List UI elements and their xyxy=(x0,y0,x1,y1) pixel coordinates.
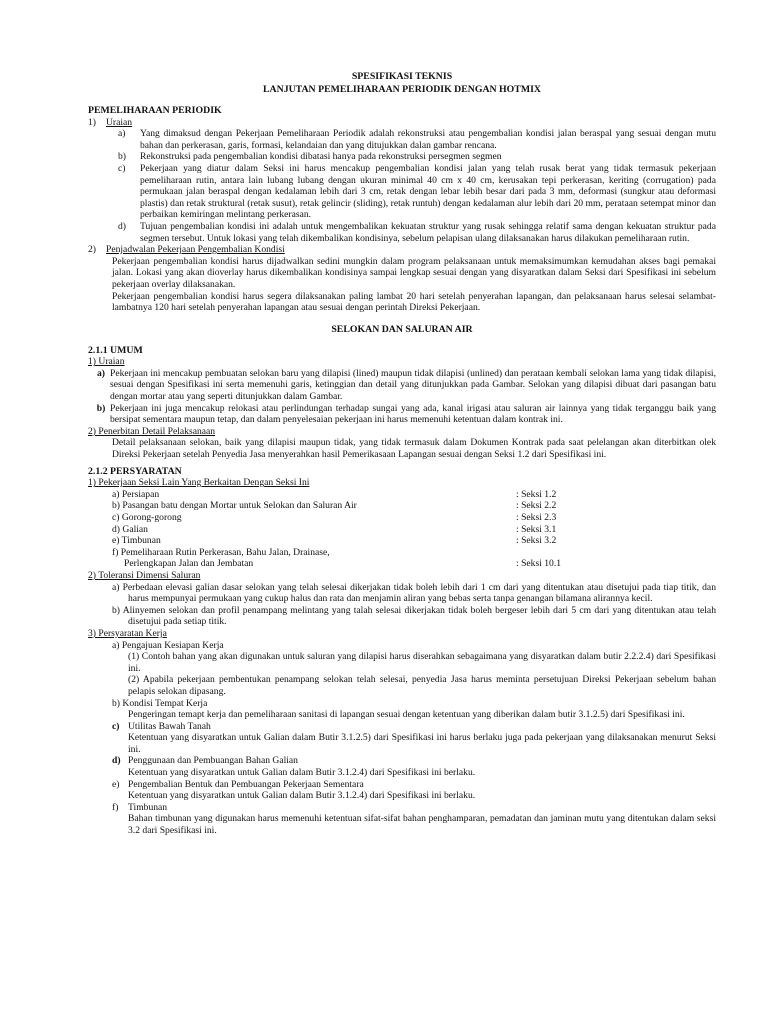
paragraph: Detail pelaksanaan selokan, baik yang dilapisi maupun tidak, yang tidak termasuk dalam Dokumen Kontrak pada saat pelelangan akan diterbitkan olek Direksi Pekerjaan setelah Penyedia Jasa menyerahkan hasil Pemerikasaan Lapangan sesuai dengan Seksi 1.2 dari Spesifikasi ini. xyxy=(112,437,716,461)
subsection-penjadwalan: 2) Penjadwalan Pekerjaan Pengembalian Kondisi xyxy=(88,244,285,256)
paragraph: Ketentuan yang disyaratkan untuk Galian dalam Butir 3.1.2.4) dari Spesifikasi ini berlaku. xyxy=(128,790,476,802)
list-item: b) Pekerjaan ini juga mencakup relokasi atau perlindungan terhadap sungai yang ada, kanal irigasi atau saluran air lainnya yang tidak terganggu baik yang bersipat sementara maupun tetap, dan dalam penyelesaian pekerjaan ini harus memenuhi ketentuan dalam kontrak ini. xyxy=(96,402,716,426)
paragraph: Pekerjaan pengembalian kondisi harus segera dilaksanakan paling lambat 20 hari setelah penyerahan lapangan, dan pelaksanaan harus selesai selambat-lambatnya 120 hari setelah penyerahan lapangan atau sesuai dengan perintah Direksi Pekerjaan. xyxy=(112,290,716,314)
doc-subtitle: LANJUTAN PEMELIHARAAN PERIODIK DENGAN HOTMIX xyxy=(263,84,541,95)
item-label: e) Pengembalian Bentuk dan Pembuangan Pekerjaan Sementara xyxy=(112,778,364,790)
paragraph: (1) Contoh bahan yang akan digunakan untuk saluran yang dilapisi harus diserahkan sebagaimana yang disyaratkan dalam butir 2.2.2.4) dari Spesifikasi ini. xyxy=(128,651,716,674)
item-label: d) Penggunaan dan Pembuangan Bahan Galian xyxy=(112,755,298,767)
subsection-penerbitan: 2) Penerbitan Detail Pelaksanaan xyxy=(88,425,216,437)
list-item: b) Rekonstruksi pada pengembalian kondisi dibatasi hanya pada rekonstruksi persegmen segmen xyxy=(118,151,502,163)
paragraph: b) Alinyemen selokan dan profil penampang melintang yang talah selesai dikerjakan tidak boleh bergeser lebih dari 5 cm dari yang ditentukan atau telah disetujui pada setiap titik. xyxy=(112,604,716,628)
paragraph: a) Perbedaan elevasi galian dasar selokan yang telah selesai dikerjakan tidak boleh lebih dari 1 cm dari yang ditentukan atau disetujui pada tiap titik, dan harus mempunyai permukaan yang cukup halus dan rata dan menjamin aliran yang bebas serta tanpa genangan bilamana alirannya kecil. xyxy=(112,581,716,605)
subsection-toleransi: 2) Toleransi Dimensi Saluran xyxy=(88,569,201,581)
paragraph: Pengeringan temapt kerja dan pemeliharaan sanitasi di lapangan sesuai dengan ketentuan yang diberikan dalam butir 3.1.2.5) dari Spesifikasi ini. xyxy=(128,709,685,721)
seksi-row: d) Galian : Seksi 3.1 xyxy=(112,523,557,535)
list-item: d) Tujuan pengembalian kondisi ini adalah untuk mengembalikan kekuatan struktur yang rusak sehingga relatif sama dengan kekuatan struktur pada segmen tersebut. Untuk lokasi yang telah dikembalikan kondisinya, sebelum pelapisan ulang dilaksanakan harus dilakukan pemeliharaan rutin. xyxy=(118,220,716,244)
paragraph: Ketentuan yang disyaratkan untuk Galian dalam Butir 3.1.2.5) dari Spesifikasi ini harus berlaku juga pada pekerjaan yang dilaksanakan menurut Seksi ini. xyxy=(128,732,716,755)
subsection-pekerjaan-seksi-lain: 1) Pekerjaan Seksi Lain Yang Berkaitan Dengan Seksi Ini xyxy=(88,477,310,489)
subsection-uraian-2: 1) Uraian xyxy=(88,356,125,368)
seksi-row: a) Persiapan : Seksi 1.2 xyxy=(112,488,557,500)
list-item: c) Pekerjaan yang diatur dalam Seksi ini harus mencakup pengembalian kondisi jalan yang telah rusak berat yang tidak termasuk pekerjaan pemeliharaan rutin, antara lain lubang lubang dengan ukuran minimal 40 cm x 40 cm, kerusakan tepi perkerasan, keriting (corrugation) pada permukaan jalan beraspal dengan kedalaman lebih dari 3 cm, retak dengan lebar lebih besar dari pada 3 mm, deformasi (sungkur atau deformasi plastis) dan retak struktural (retak susut), retak gelincir (sliding), retak runtuh) dengan kedalaman alur lebih dari 20 mm, perataan setempat minor dan perbaikan kemiringan melintang perkerasan. xyxy=(118,162,716,221)
subsection-number: 1) xyxy=(88,116,96,128)
heading-2-1-1: 2.1.1 UMUM xyxy=(88,344,143,356)
item-label: c) Utilitas Bawah Tanah xyxy=(112,720,211,732)
list-item: a) Pekerjaan ini mencakup pembuatan selokan baru yang dilapisi (lined) maupun tidak dilapisi (unlined) dan perataan kembali selokan lama yang tidak dilapisi, sesuai dengan Spesifikasi ini serta memenuhi garis, ketinggian dan detail yang ditunjukkan pada Gambar. Selokan yang dilapisi dibuat dari pasangan batu dengan mortar atau yang seperti ditunjukkan dalam Gambar. xyxy=(97,367,716,403)
item-label: f) Timbunan xyxy=(112,801,168,813)
subsection-label: Uraian xyxy=(106,116,133,128)
paragraph: Pekerjaan pengembalian kondisi harus dijadwalkan sedini mungkin dalam program pelaksanaan untuk memaksimumkan kemudahan akses bagi pemakai jalan. Lokasi yang akan dioverlay harus dikembalikan kondisinya sampai lengkap sesuai dengan yang disyaratkan dalam Seksi dari Spesifikasi ini sebelum pekerjaan overlay dilaksanakan. xyxy=(112,255,716,290)
seksi-row: e) Timbunan : Seksi 3.2 xyxy=(112,535,557,547)
paragraph: Bahan timbunan yang digunakan harus memenuhi ketentuan sifat-sifat bahan penghamparan, pemadatan dan jaminan mutu yang ditentukan dalam seksi 3.2 dari Spesifikasi ini. xyxy=(128,813,716,837)
seksi-row: c) Gorong-gorong : Seksi 2.3 xyxy=(112,512,557,523)
section-title-selokan: SELOKAN DAN SALURAN AIR xyxy=(331,323,473,335)
doc-title: SPESIFIKASI TEKNIS xyxy=(351,71,453,82)
subsection-persyaratan-kerja: 3) Persyaratan Kerja xyxy=(88,627,167,639)
list-item: a) Yang dimaksud dengan Pekerjaan Pemeliharaan Periodik adalah rekonstruksi atau pengembalian kondisi jalan beraspal yang sesuai dengan mutu bahan dan perkerasan, garis, formasi, kelandaian dan yang ditujukkan dalan gambar rencana. xyxy=(118,128,716,151)
item-label: b) Kondisi Tempat Kerja xyxy=(112,697,208,709)
heading-2-1-2: 2.1.2 PERSYARATAN xyxy=(88,465,182,477)
paragraph: Ketentuan yang disyaratkan untuk Galian dalam Butir 3.1.2.4) dari Spesifikasi ini berlaku. xyxy=(128,767,476,779)
paragraph: (2) Apabila pekerjaan pembentukan penampang selokan telah selesai, penyedia Jasa harus meminta persetujuan Direksi Pekerjaan sebelum bahan pelapis selokan dipasang. xyxy=(128,674,716,697)
section-heading-pemeliharaan: PEMELIHARAAN PERIODIK xyxy=(88,105,222,116)
seksi-row: b) Pasangan batu dengan Mortar untuk Selokan dan Saluran Air : Seksi 2.2 xyxy=(112,500,557,512)
subsection-uraian xyxy=(88,117,716,129)
item-label: a) Pengajuan Kesiapan Kerja xyxy=(112,639,224,651)
seksi-row: Perlengkapan Jalan dan Jembatan : Seksi 10.1 xyxy=(124,558,562,570)
seksi-row: f) Pemeliharaan Rutin Perkerasan, Bahu Jalan, Drainase, xyxy=(112,546,330,558)
